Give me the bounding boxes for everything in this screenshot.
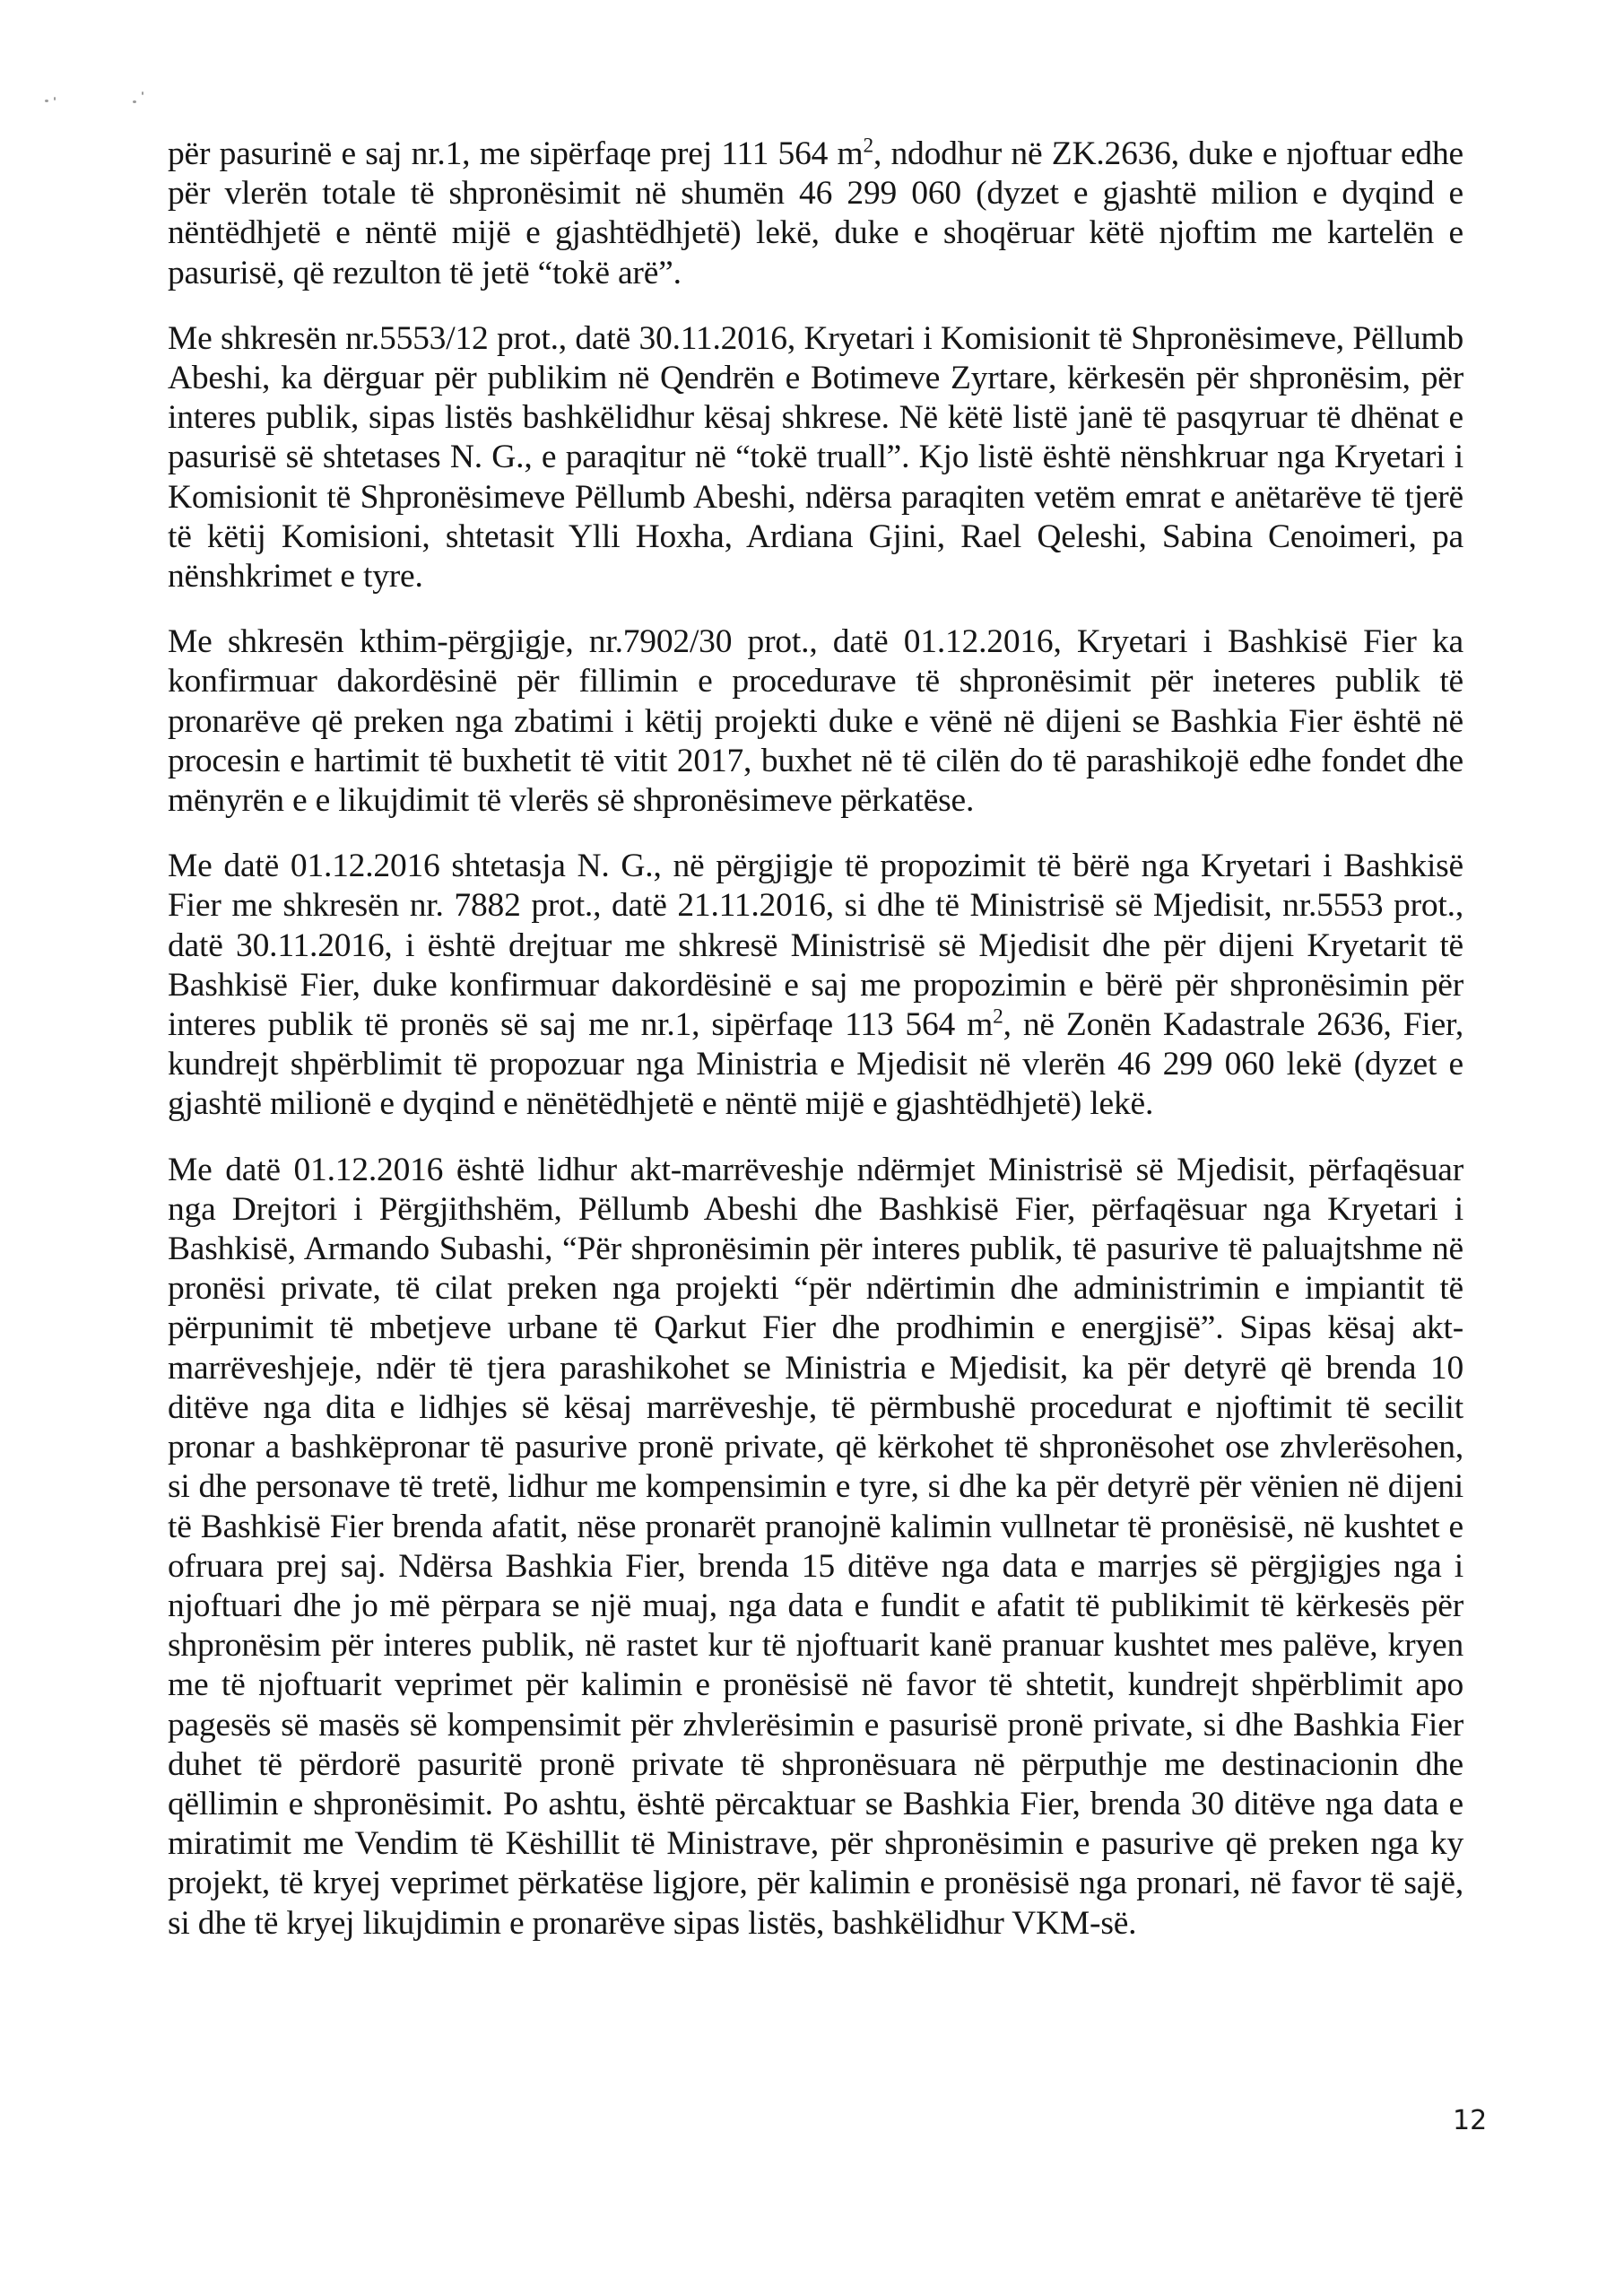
paragraph — [168, 847, 1463, 1124]
paragraph — [168, 1151, 1463, 1944]
scan-speck — [133, 100, 136, 103]
superscript: 2 — [993, 1004, 1003, 1029]
scan-speck — [54, 97, 56, 100]
paragraph — [168, 135, 1463, 293]
scan-artifacts — [0, 0, 269, 126]
paragraph-text: Me datë 01.12.2016 shtetasja N. G., në përgjigje të propozimit të bërë nga Kryetari i Bashkisë Fier me shkresën nr. 7882 prot., datë 21.11.2016, si dhe të Ministrisë së Mjedisit, nr.5553 prot., datë 30.11.2016, i është drejtuar me shkresë Ministrisë së Mjedisit dhe për dijeni Kryetarit të Bashkisë Fier, duke konfirmuar dakordësinë e saj me propozimin e bërë për shpronësimin për interes publik të pronës së saj me nr.1, sipërfaqe 113 564 m — [168, 848, 1463, 1044]
paragraph-text: , në Zonën Kadastrale 2636, Fier, kundrejt shpërblimit të propozuar nga Ministria e Mjedisit në vlerën 46 299 060 lekë (dyzet e gjashtë milionë e dyqind e nënëtëdhjetë e nëntë mijë e gjashtëdhjetë) lekë. — [168, 1006, 1463, 1123]
paragraph — [168, 622, 1463, 821]
page-number: 12 — [1453, 2105, 1488, 2136]
paragraph-text: Me datë 01.12.2016 është lidhur akt-marrëveshje ndërmjet Ministrisë së Mjedisit, përfaqësuar nga Drejtori i Përgjithshëm, Pëllumb Abeshi dhe Bashkisë Fier, përfaqësuar nga Kryetari i Bashkisë, Armando Subashi, “Për shpronësimin për interes publik, të pasurive të paluajtshme në pronësi private, të cilat preken nga projekti “për ndërtimin dhe administrimin e impiantit të përpunimit të mbetjeve urbane të Qarkut Fier dhe prodhimin e energjisë”. Sipas kësaj akt-marrëveshjeje, ndër të tjera parashikohet se Ministria e Mjedisit, ka për detyrë që brenda 10 ditëve nga dita e lidhjes së kësaj marrëveshje, të përmbushë procedurat e njoftimit të secilit pronar a bashkëpronar të pasurive pronë private, që kërkohet të shpronësohet ose zhvlerësohen, si dhe personave të tretë, lidhur me kompensimin e tyre, si dhe ka për detyrë për vënien në dijeni të Bashkisë Fier brenda afatit, nëse pronarët pranojnë kalimin vullnetar të pronësisë, në kushtet e ofruara prej saj. Ndërsa Bashkia Fier, brenda 15 ditëve nga data e marrjes së përgjigjes nga i njoftuari dhe jo më përpara se një muaj, nga data e fundit e afatit të publikimit të kërkesës për shpronësim për interes publik, në rastet kur të njoftuarit kanë pranuar kushtet mes palëve, kryen me të njoftuarit veprimet për kalimin e pronësisë në favor të shtetit, kundrejt shpërblimit apo pagesës së masës së kompensimit për zhvlerësimin e pasurisë pronë private, si dhe Bashkia Fier duhet të përdorë pasuritë pronë private të shpronësuara në përputhje me destinacionin dhe qëllimin e shpronësimit. Po ashtu, është përcaktuar se Bashkia Fier, brenda 30 ditëve nga data e miratimit me Vendim të Këshillit të Ministrave, për shpronësimin e pasurive që preken nga ky projekt, të kryej veprimet përkatëse ligjore, për kalimin e pronësisë nga pronari, në favor të sajë, si dhe të kryej likujdimin e pronarëve sipas listës, bashkëlidhur VKM-së. — [168, 1151, 1463, 1942]
paragraph-text: për pasurinë e saj nr.1, me sipërfaqe prej 111 564 m — [168, 135, 864, 172]
paragraph-text: Me shkresën nr.5553/12 prot., datë 30.11.2016, Kryetari i Komisionit të Shpronësimeve, Pëllumb Abeshi, ka dërguar për publikim në Qendrën e Botimeve Zyrtare, kërkesën për shpronësim, për interes publik, sipas listës bashkëlidhur kësaj shkrese. Në këtë listë janë të pasqyruar të dhënat e pasurisë së shtetases N. G., e paraqitur në “tokë truall”. Kjo listë është nënshkruar nga Kryetari i Komisionit të Shpronësimeve Pëllumb Abeshi, ndërsa paraqiten vetëm emrat e anëtarëve të tjerë të këtij Komisioni, shtetasit Ylli Hoxha, Ardiana Gjini, Rael Qeleshi, Sabina Cenoimeri, pa nënshkrimet e tyre. — [168, 319, 1463, 596]
scan-speck — [45, 100, 48, 102]
document-body — [168, 135, 1463, 1970]
paragraph — [168, 319, 1463, 596]
paragraph-text: , ndodhur në ZK.2636, duke e njoftuar edhe për vlerën totale të shpronësimit në shumën 46 299 060 (dyzet e gjashtë milion e dyqind e nëntëdhjetë e nëntë mijë e gjashtëdhjetë) lekë, duke e shoqëruar këtë njoftim me kartelën e pasurisë, që rezulton të jetë “tokë arë”. — [168, 135, 1463, 291]
scan-speck — [142, 91, 143, 95]
superscript: 2 — [863, 134, 873, 158]
paragraph-text: Me shkresën kthim-përgjigje, nr.7902/30 prot., datë 01.12.2016, Kryetari i Bashkisë Fier ka konfirmuar dakordësinë për fillimin e procedurave të shpronësimit për ineteres publik të pronarëve që preken nga zbatimi i këtij projekti duke e vënë në dijeni se Bashkia Fier është në procesin e hartimit të buxhetit të vitit 2017, buxhet në të cilën do të parashikojë edhe fondet dhe mënyrën e e likujdimit të vlerës së shpronësimeve përkatëse. — [168, 623, 1463, 820]
